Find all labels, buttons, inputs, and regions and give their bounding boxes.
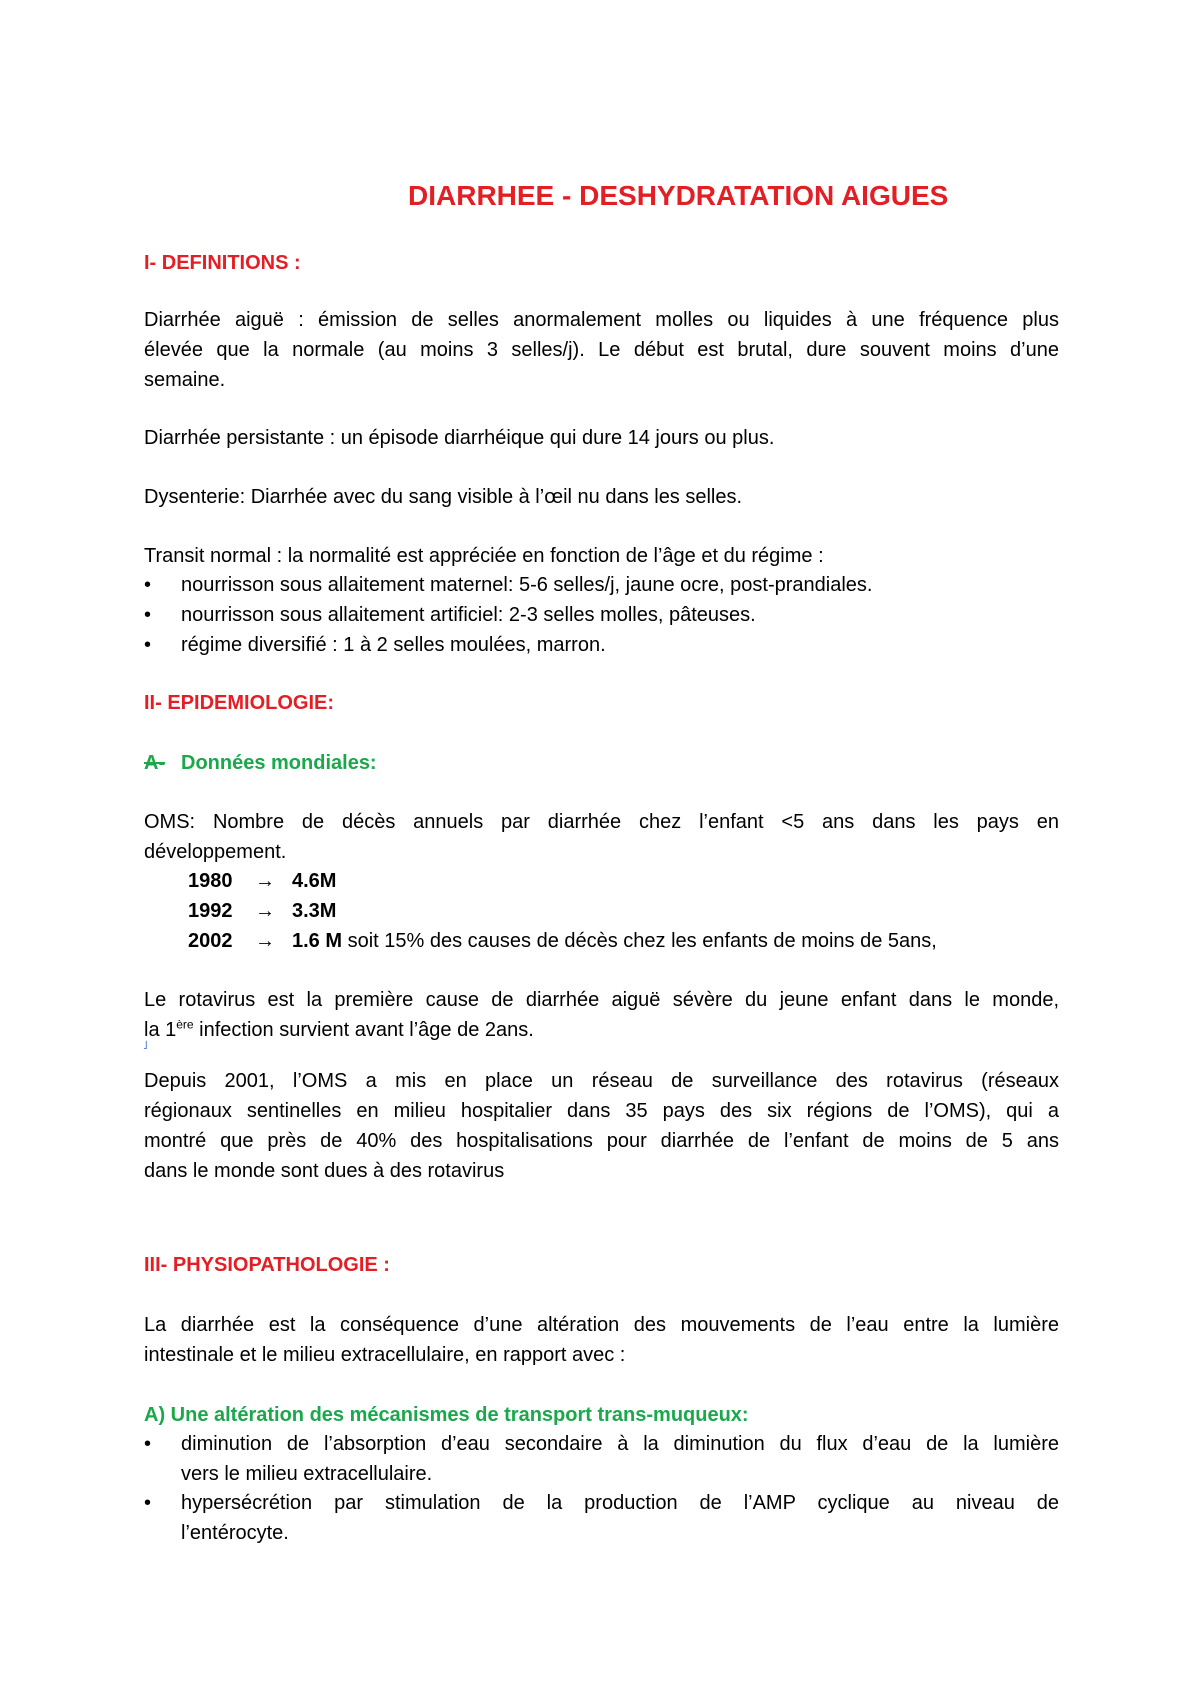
paragraph-line: semaine. bbox=[144, 369, 226, 391]
list-item: nourrisson sous allaitement artificiel: 2-3 selles molles, pâteuses. bbox=[181, 604, 756, 626]
year-value: 4.6M bbox=[292, 870, 337, 892]
bullet-icon: • bbox=[144, 1433, 152, 1455]
subsection-letter: A- bbox=[144, 752, 166, 774]
bullet-icon: • bbox=[144, 1492, 152, 1514]
paragraph-line: intestinale et le milieu extracellulaire, en rapport avec : bbox=[144, 1344, 626, 1366]
list-item: diminution de l’absorption d’eau secondaire à la diminution du flux d’eau de la lumière bbox=[181, 1433, 1059, 1455]
subsection-title-transport: A) Une altération des mécanismes de transport trans-muqueux: bbox=[144, 1404, 749, 1426]
definition-persistent: Diarrhée persistante : un épisode diarrhéique qui dure 14 jours ou plus. bbox=[144, 427, 775, 449]
paragraph-line: Depuis 2001, l’OMS a mis en place un réseau de surveillance des rotavirus (réseaux bbox=[144, 1070, 1059, 1092]
paragraph-line: élevée que la normale (au moins 3 selles/j). Le début est brutal, dure souvent moins d’une bbox=[144, 339, 1059, 361]
section-heading-physiopathology: III- PHYSIOPATHOLOGIE : bbox=[144, 1254, 390, 1276]
definition-dysentery: Dysenterie: Diarrhée avec du sang visible à l’œil nu dans les selles. bbox=[144, 486, 743, 508]
arrow-right-icon: → bbox=[255, 900, 275, 922]
text-fragment: la 1 bbox=[144, 1019, 177, 1041]
year-value: 1.6 M bbox=[292, 930, 343, 952]
year-value: 3.3M bbox=[292, 900, 337, 922]
year-label: 2002 bbox=[188, 930, 233, 952]
paragraph-line: Diarrhée aiguë : émission de selles anormalement molles ou liquides à une fréquence plus bbox=[144, 309, 1059, 331]
definition-transit: Transit normal : la normalité est appréciée en fonction de l’âge et du régime : bbox=[144, 545, 824, 567]
list-item: régime diversifié : 1 à 2 selles moulées, marron. bbox=[181, 634, 606, 656]
arrow-right-icon: → bbox=[255, 870, 275, 892]
section-heading-epidemiology: II- EPIDEMIOLOGIE: bbox=[144, 692, 335, 714]
subsection-title-world-data: Données mondiales: bbox=[181, 752, 377, 774]
paragraph-line: régionaux sentinelles en milieu hospitalier dans 35 pays des six régions de l’OMS), qui a bbox=[144, 1100, 1059, 1122]
paragraph-line: montré que près de 40% des hospitalisations pour diarrhée de l’enfant de moins de 5 ans bbox=[144, 1130, 1059, 1152]
superscript: ère bbox=[176, 1017, 194, 1032]
paragraph-line: OMS: Nombre de décès annuels par diarrhée chez l’enfant <5 ans dans les pays en bbox=[144, 811, 1059, 833]
paragraph-line: Le rotavirus est la première cause de diarrhée aiguë sévère du jeune enfant dans le monde, bbox=[144, 989, 1059, 1011]
bullet-icon: • bbox=[144, 574, 152, 596]
document-title: DIARRHEE - DESHYDRATATION AIGUES bbox=[408, 180, 949, 211]
list-item: hypersécrétion par stimulation de la production de l’AMP cyclique au niveau de bbox=[181, 1492, 1059, 1514]
bullet-icon: • bbox=[144, 604, 152, 626]
paragraph-mark-icon: ˩ bbox=[143, 1038, 148, 1052]
list-item: l’entérocyte. bbox=[181, 1522, 289, 1544]
year-label: 1980 bbox=[188, 870, 233, 892]
paragraph-line: développement. bbox=[144, 841, 287, 863]
section-heading-definitions: I- DEFINITIONS : bbox=[144, 252, 301, 274]
year-value-line bbox=[292, 926, 937, 956]
paragraph-line: dans le monde sont dues à des rotavirus bbox=[144, 1160, 505, 1182]
text-fragment: infection survient avant l’âge de 2ans. bbox=[193, 1019, 534, 1041]
paragraph-line: La diarrhée est la conséquence d’une altération des mouvements de l’eau entre la lumière bbox=[144, 1314, 1059, 1336]
year-value-rest: soit 15% des causes de décès chez les enfants de moins de 5ans, bbox=[342, 930, 937, 952]
bullet-icon: • bbox=[144, 634, 152, 656]
year-label: 1992 bbox=[188, 900, 233, 922]
list-item: vers le milieu extracellulaire. bbox=[181, 1463, 433, 1485]
arrow-right-icon: → bbox=[255, 930, 275, 952]
list-item: nourrisson sous allaitement maternel: 5-6 selles/j, jaune ocre, post-prandiales. bbox=[181, 574, 873, 596]
paragraph-line bbox=[144, 1015, 534, 1045]
